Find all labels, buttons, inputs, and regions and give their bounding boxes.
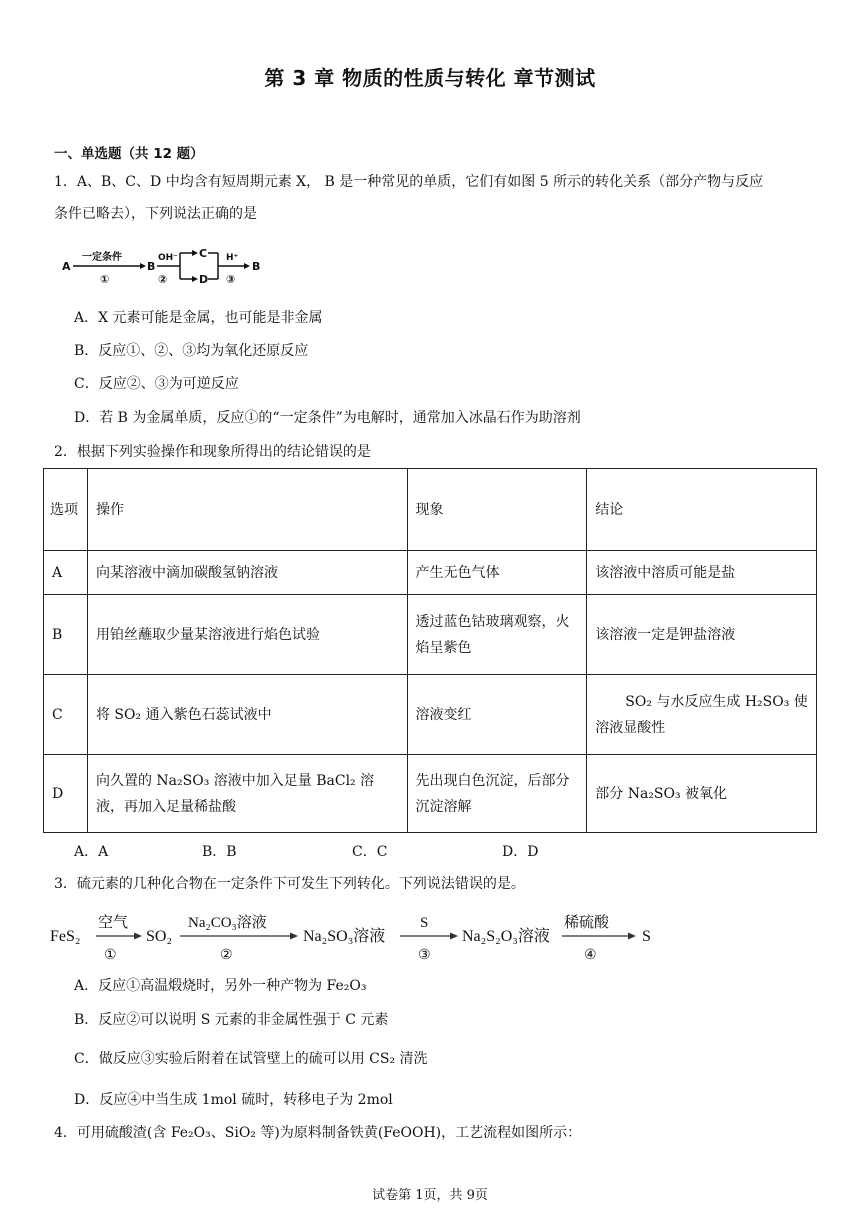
scheme-node-a: A xyxy=(62,260,71,273)
cell-phenomenon: 产生无色气体 xyxy=(407,551,587,595)
scheme-species-5: S xyxy=(642,928,651,945)
q2-choice-d: D．D xyxy=(502,844,539,860)
q2-choices xyxy=(74,842,538,862)
header-operation: 操作 xyxy=(87,469,407,551)
q1-option-c: C．反应②、③为可逆反应 xyxy=(74,376,239,392)
scheme-reagent-3: H⁺ xyxy=(226,253,239,263)
table-row xyxy=(44,595,817,675)
cell-conclusion: 该溶液一定是钾盐溶液 xyxy=(587,595,817,675)
q1-reaction-scheme xyxy=(60,243,275,289)
scheme-node-d: D xyxy=(199,273,209,286)
cell-operation: 向久置的 Na₂SO₃ 溶液中加入足量 BaCl₂ 溶液，再加入足量稀盐酸 xyxy=(87,755,407,833)
q3-option-c: C．做反应③实验后附着在试管壁上的硫可以用 CS₂ 清洗 xyxy=(74,1051,428,1067)
scheme-reagent-2: OH⁻ xyxy=(158,253,178,263)
cell-conclusion: 部分 Na₂SO₃ 被氧化 xyxy=(587,755,817,833)
scheme-species-1: FeS₂ xyxy=(50,928,81,945)
q3-option-b: B．反应②可以说明 S 元素的非金属性强于 C 元素 xyxy=(74,1012,389,1028)
scheme-species-2: SO₂ xyxy=(146,928,173,945)
cell-operation: 将 SO₂ 通入紫色石蕊试液中 xyxy=(87,675,407,755)
cell-operation: 向某溶液中滴加碳酸氢钠溶液 xyxy=(87,551,407,595)
cell-phenomenon: 溶液变红 xyxy=(407,675,587,755)
cell-conclusion: SO₂ 与水反应生成 H₂SO₃ 使溶液显酸性 xyxy=(587,675,817,755)
cell-phenomenon: 透过蓝色钴玻璃观察，火焰呈紫色 xyxy=(407,595,587,675)
table-row xyxy=(44,755,817,833)
q1-option-d: D．若 B 为金属单质，反应①的“一定条件”为电解时，通常加入冰晶石作为助溶剂 xyxy=(74,410,581,426)
page-title: 第 3 章 物质的性质与转化 章节测试 xyxy=(264,66,596,90)
q2-stem: 2．根据下列实验操作和现象所得出的结论错误的是 xyxy=(54,444,371,460)
cell-option: D xyxy=(44,755,88,833)
cell-option: B xyxy=(44,595,88,675)
cell-option: A xyxy=(44,551,88,595)
cell-phenomenon: 先出现白色沉淀，后部分沉淀溶解 xyxy=(407,755,587,833)
scheme-num-2: ② xyxy=(158,273,168,286)
q2-choice-c: C．C xyxy=(352,844,388,860)
q2-choice-b: B．B xyxy=(202,844,237,860)
scheme-species-4: Na₂S₂O₃溶液 xyxy=(462,928,550,945)
header-option: 选项 xyxy=(44,469,88,551)
scheme-num-3: ③ xyxy=(226,273,236,286)
scheme-reagent-2: Na₂CO₃溶液 xyxy=(188,915,267,931)
q4-stem: 4．可用硫酸渣(含 Fe₂O₃、SiO₂ 等)为原料制备铁黄(FeOOH)，工艺流程如图所示： xyxy=(54,1125,582,1141)
header-phenomenon: 现象 xyxy=(407,469,587,551)
table-header-row xyxy=(44,469,817,551)
q3-option-d: D．反应④中当生成 1mol 硫时，转移电子为 2mol xyxy=(74,1092,393,1108)
scheme-num-1: ① xyxy=(100,273,110,286)
table-row xyxy=(44,551,817,595)
table-row xyxy=(44,675,817,755)
scheme-reagent-4: 稀硫酸 xyxy=(564,915,610,931)
scheme-node-b2: B xyxy=(252,260,261,273)
q2-choice-a: A．A xyxy=(74,844,109,860)
cell-option: C xyxy=(44,675,88,755)
q1-option-a: A．X 元素可能是金属，也可能是非金属 xyxy=(74,310,323,326)
scheme-num-1: ① xyxy=(104,948,117,963)
scheme-node-b: B xyxy=(147,260,156,273)
cell-conclusion: 该溶液中溶质可能是盐 xyxy=(587,551,817,595)
q3-reaction-scheme xyxy=(50,903,660,965)
q1-option-b: B．反应①、②、③均为氧化还原反应 xyxy=(74,343,309,359)
q3-option-a: A．反应①高温煅烧时，另外一种产物为 Fe₂O₃ xyxy=(74,978,367,994)
scheme-cond-1: 一定条件 xyxy=(82,252,122,263)
q1-stem-line2: 条件已略去），下列说法正确的是 xyxy=(54,206,257,222)
scheme-num-3: ③ xyxy=(418,948,431,963)
scheme-num-4: ④ xyxy=(584,948,597,963)
scheme-node-c: C xyxy=(199,247,208,260)
experiment-table xyxy=(43,468,817,833)
cell-operation: 用铂丝蘸取少量某溶液进行焰色试验 xyxy=(87,595,407,675)
page-footer: 试卷第 1页，共 9页 xyxy=(372,1188,488,1203)
scheme-species-3: Na₂SO₃溶液 xyxy=(303,928,386,945)
scheme-reagent-3: S xyxy=(420,915,429,931)
scheme-num-2: ② xyxy=(220,948,233,963)
q1-stem-line1: 1．A、B、C、D 中均含有短周期元素 X， B 是一种常见的单质，它们有如图 5 所示的转化关系（部分产物与反应 xyxy=(54,174,764,190)
header-conclusion: 结论 xyxy=(587,469,817,551)
section-heading: 一、单选题（共 12 题） xyxy=(54,146,204,162)
scheme-reagent-1: 空气 xyxy=(98,915,129,931)
q3-stem: 3．硫元素的几种化合物在一定条件下可发生下列转化。下列说法错误的是。 xyxy=(54,876,525,892)
